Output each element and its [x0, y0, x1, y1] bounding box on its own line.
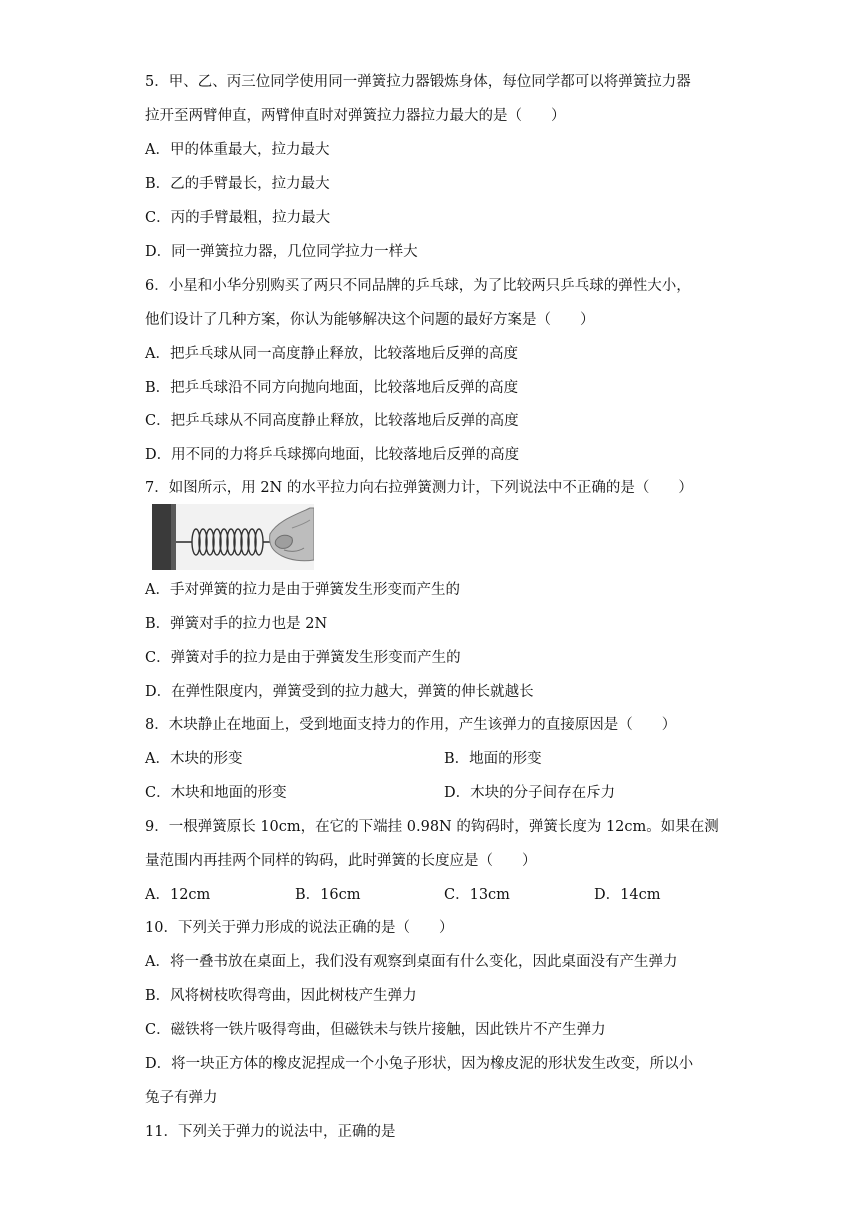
- q8-option-d: D．木块的分子间存在斥力: [444, 785, 616, 801]
- q6-option-b: B．把乒乓球沿不同方向抛向地面，比较落地后反弹的高度: [145, 380, 519, 396]
- q5-stem-line1: 5．甲、乙、丙三位同学使用同一弹簧拉力器锻炼身体，每位同学都可以将弹簧拉力器: [145, 74, 691, 90]
- q5-option-b: B．乙的手臂最长，拉力最大: [145, 176, 330, 192]
- q6-option-c: C．把乒乓球从不同高度静止释放，比较落地后反弹的高度: [145, 413, 519, 429]
- q9-stem-line1: 9．一根弹簧原长 10cm，在它的下端挂 0.98N 的钩码时，弹簧长度为 12cm。如果在测: [145, 819, 719, 835]
- spring-scale-figure: [152, 504, 314, 570]
- q8-option-c: C．木块和地面的形变: [145, 785, 287, 801]
- q7-option-a: A．手对弹簧的拉力是由于弹簧发生形变而产生的: [145, 582, 460, 598]
- q5-option-a: A．甲的体重最大，拉力最大: [145, 142, 330, 158]
- q9-option-c: C．13cm: [444, 887, 510, 903]
- q8-option-a: A．木块的形变: [145, 751, 243, 767]
- q5-option-c: C．丙的手臂最粗，拉力最大: [145, 210, 331, 226]
- q6-option-d: D．用不同的力将乒乓球掷向地面，比较落地后反弹的高度: [145, 447, 520, 463]
- q6-option-a: A．把乒乓球从同一高度静止释放，比较落地后反弹的高度: [145, 346, 518, 362]
- q11-stem-line1: 11．下列关于弹力的说法中，正确的是: [145, 1124, 396, 1140]
- q8-stem-line1: 8．木块静止在地面上，受到地面支持力的作用，产生该弹力的直接原因是（ ）: [145, 717, 677, 733]
- q9-option-a: A．12cm: [145, 887, 211, 903]
- q5-option-d: D．同一弹簧拉力器，几位同学拉力一样大: [145, 244, 418, 260]
- q8-option-b: B．地面的形变: [444, 751, 542, 767]
- q5-stem-line2: 拉开至两臂伸直，两臂伸直时对弹簧拉力器拉力最大的是（ ）: [145, 108, 566, 124]
- q7-option-c: C．弹簧对手的拉力是由于弹簧发生形变而产生的: [145, 650, 461, 666]
- q9-stem-line2: 量范围内再挂两个同样的钩码，此时弹簧的长度应是（ ）: [145, 853, 537, 869]
- q7-stem-line1: 7．如图所示，用 2N 的水平拉力向右拉弹簧测力计，下列说法中不正确的是（ ）: [145, 480, 693, 496]
- q10-option-b: B．风将树枝吹得弯曲，因此树枝产生弹力: [145, 988, 417, 1004]
- q7-option-d: D．在弹性限度内，弹簧受到的拉力越大，弹簧的伸长就越长: [145, 684, 534, 700]
- q10-option-c: C．磁铁将一铁片吸得弯曲，但磁铁未与铁片接触，因此铁片不产生弹力: [145, 1022, 606, 1038]
- q10-stem-line1: 10．下列关于弹力形成的说法正确的是（ ）: [145, 920, 454, 936]
- q10-option-d-line2: 兔子有弹力: [145, 1090, 218, 1106]
- q6-stem-line2: 他们设计了几种方案，你认为能够解决这个问题的最好方案是（ ）: [145, 312, 595, 328]
- q10-option-a: A．将一叠书放在桌面上，我们没有观察到桌面有什么变化，因此桌面没有产生弹力: [145, 954, 678, 970]
- q7-option-b: B．弹簧对手的拉力也是 2N: [145, 616, 328, 632]
- q9-option-d: D．14cm: [594, 887, 661, 903]
- q6-stem-line1: 6．小星和小华分别购买了两只不同品牌的乒乓球，为了比较两只乒乓球的弹性大小，: [145, 278, 691, 294]
- q10-option-d: D．将一块正方体的橡皮泥捏成一个小兔子形状，因为橡皮泥的形状发生改变，所以小: [145, 1056, 694, 1072]
- q9-option-b: B．16cm: [295, 887, 361, 903]
